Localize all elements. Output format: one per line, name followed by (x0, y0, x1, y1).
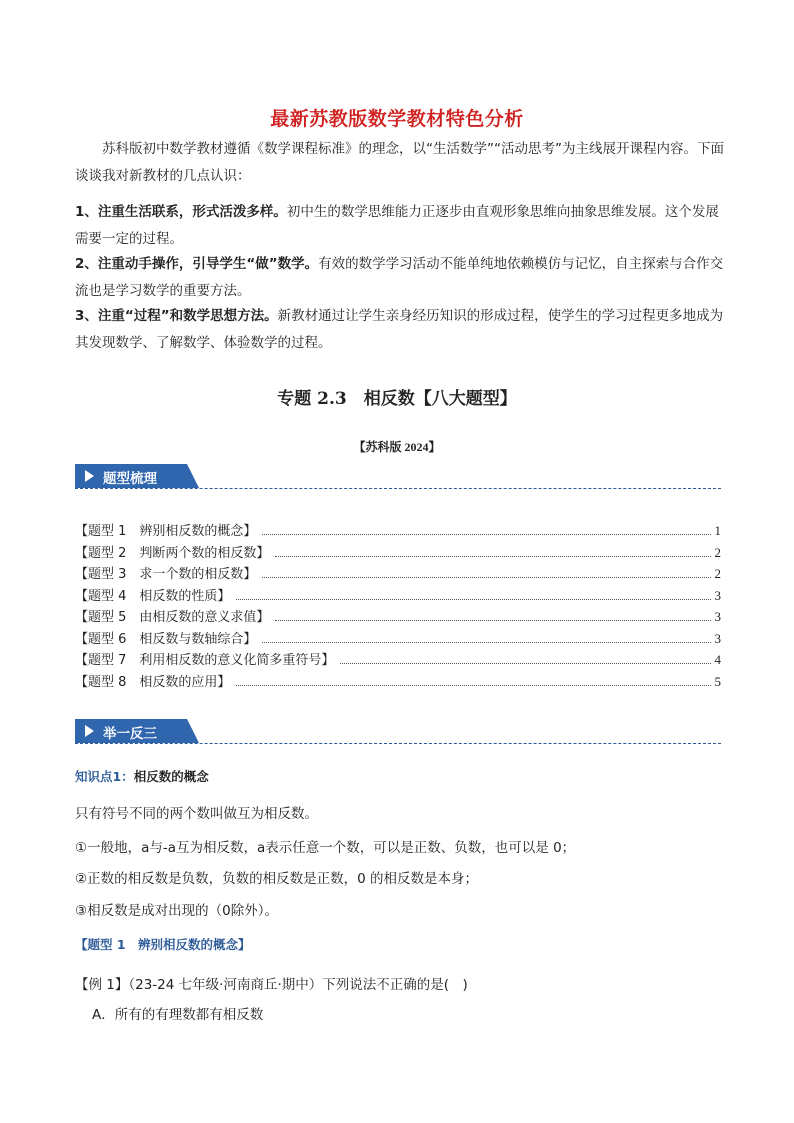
toc-item[interactable] (75, 520, 721, 542)
toc-leader (262, 642, 710, 643)
banner-label: 举一反三 (103, 726, 157, 742)
toc-leader (340, 663, 710, 664)
toc-page-number: 2 (714, 544, 721, 560)
banner-label: 题型梳理 (103, 471, 157, 487)
toc-leader (275, 620, 710, 621)
divider (75, 488, 721, 489)
toc-item[interactable] (75, 563, 721, 585)
toc-label: 【题型 7 利用相反数的意义化简多重符号】 (75, 653, 335, 668)
point-2-text: 有效的数学学习活动不能单纯地依赖模仿与记忆，自主探索与合作交流也是学习数学的重要方法。 (75, 256, 724, 299)
toc-label: 【题型 5 由相反数的意义求值】 (75, 610, 270, 625)
divider (75, 743, 721, 744)
toc-page-number: 4 (714, 652, 721, 667)
table-of-contents (75, 520, 721, 692)
toc-item[interactable] (75, 542, 721, 564)
knowledge-point-title: 相反数的概念 (133, 769, 209, 784)
toc-item[interactable] (75, 628, 721, 650)
point-3-title: 3、注重“过程”和数学思想方法。 (75, 308, 278, 324)
definition-text: 只有符号不同的两个数叫做互为相反数。 (75, 806, 318, 822)
type-1-heading: 【题型 1 辨别相反数的概念】 (75, 937, 251, 952)
toc-page-number: 2 (714, 566, 721, 581)
rule-item-3: ③相反数是成对出现的（0除外）。 (75, 903, 278, 919)
toc-item[interactable] (75, 649, 721, 671)
play-icon (85, 470, 94, 482)
toc-item[interactable] (75, 585, 721, 607)
toc-leader (262, 534, 710, 535)
section-heading: 专题 2.3 相反数【八大题型】 (277, 389, 517, 409)
toc-label: 【题型 6 相反数与数轴综合】 (75, 631, 257, 647)
rule-item-1: ①一般地，a与-a互为相反数，a表示任意一个数，可以是正数、负数，也可以是 0； (75, 840, 576, 856)
toc-leader (236, 599, 710, 600)
toc-item[interactable] (75, 606, 721, 628)
point-1-text: 初中生的数学思维能力正逐步由直观形象思维向抽象思维发展。这个发展需要一定的过程。 (75, 204, 719, 247)
point-1-title: 1、注重生活联系，形式活泼多样。 (75, 204, 287, 220)
intro-paragraph (75, 136, 725, 190)
play-icon (85, 725, 94, 737)
point-3-text: 新教材通过让学生亲身经历知识的形成过程，使学生的学习过程更多地成为其发现数学、了解数学、体验数学的过程。 (75, 308, 724, 351)
toc-page-number: 3 (714, 630, 721, 646)
toc-page-number: 5 (714, 673, 721, 689)
toc-label: 【题型 8 相反数的应用】 (75, 674, 231, 690)
edition-label: 【苏科版 2024】 (353, 440, 441, 454)
knowledge-point-label: 知识点1： (75, 769, 134, 784)
option-a: A．所有的有理数都有相反数 (92, 1007, 264, 1023)
toc-leader (275, 556, 710, 557)
intro-text: 苏科版初中数学教材遵循《数学课程标准》的理念，以“生活数学”“活动思考”为主线展开课程内容。下面谈谈我对新教材的几点认识： (75, 141, 724, 184)
banner-practice (75, 719, 205, 743)
knowledge-point-heading (75, 767, 209, 785)
toc-page-number: 3 (714, 587, 721, 603)
page-title: 最新苏教版数学教材特色分析 (270, 108, 524, 130)
point-2-title: 2、注重动手操作，引导学生“做”数学。 (75, 256, 319, 272)
point-2 (75, 251, 725, 305)
banner-question-types (75, 464, 205, 488)
toc-leader (262, 577, 710, 578)
toc-label: 【题型 1 辨别相反数的概念】 (75, 524, 257, 539)
point-3 (75, 303, 725, 357)
rule-item-2: ②正数的相反数是负数，负数的相反数是正数，0 的相反数是本身； (75, 871, 478, 887)
toc-leader (236, 685, 710, 686)
point-1 (75, 199, 725, 253)
toc-item[interactable] (75, 671, 721, 693)
toc-label: 【题型 3 求一个数的相反数】 (75, 567, 257, 582)
toc-label: 【题型 2 判断两个数的相反数】 (75, 545, 270, 561)
toc-label: 【题型 4 相反数的性质】 (75, 588, 231, 604)
example-1: 【例 1】（23-24 七年级·河南商丘·期中）下列说法不正确的是( ) (75, 977, 468, 993)
toc-page-number: 3 (714, 609, 721, 624)
toc-page-number: 1 (714, 523, 721, 538)
